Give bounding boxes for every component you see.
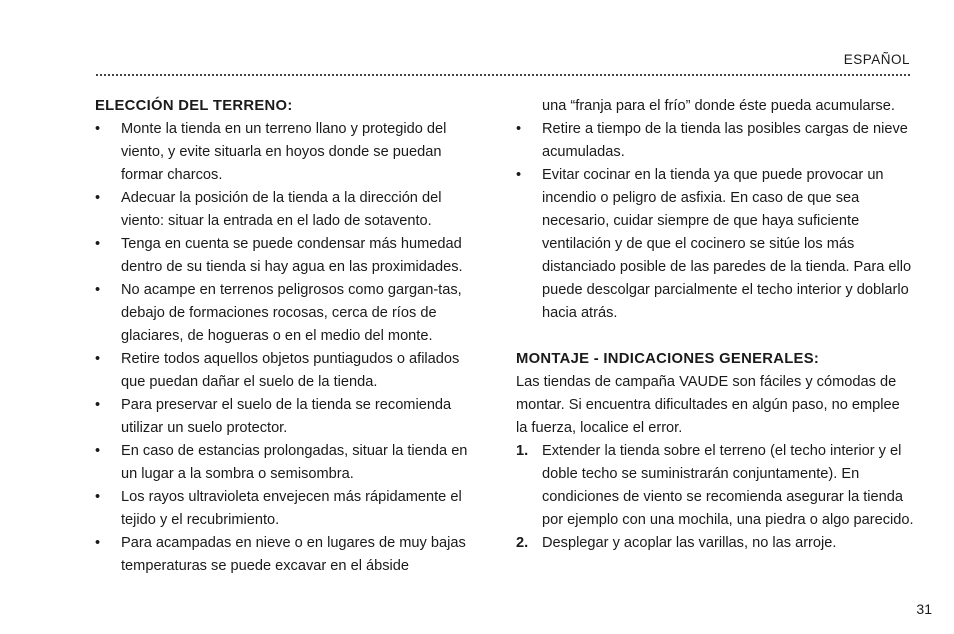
- list-item: [95, 233, 487, 279]
- list-item: [95, 348, 487, 394]
- list-item: [95, 532, 487, 578]
- list-item-text: No acampe en terrenos peligrosos como gargan-tas, debajo de formaciones rocosas, cerca de ríos de glaciares, de hogueras o en el medio del monte.: [121, 282, 462, 344]
- step-number: 1.: [516, 443, 529, 459]
- step-text: Desplegar y acoplar las varillas, no las arroje.: [542, 535, 837, 551]
- left-column: [95, 95, 487, 578]
- bullet-icon: •: [95, 121, 101, 137]
- step-text: Extender la tienda sobre el terreno (el techo interior y el doble techo se suministrarán conjuntamente). En condiciones de viento se recomienda asegurar la tienda por ejemplo con una mochila, una piedra o algo parecido.: [542, 443, 914, 528]
- list-item-text: Adecuar la posición de la tienda a la dirección del viento: situar la entrada en el lado de sotavento.: [121, 190, 442, 229]
- step-number: 2.: [516, 535, 529, 551]
- page-number: 31: [916, 601, 932, 617]
- terrain-list-continued: [516, 118, 914, 325]
- list-item-text: Para acampadas en nieve o en lugares de muy bajas temperaturas se puede excavar en el ábside: [121, 535, 466, 574]
- bullet-icon: •: [516, 167, 522, 183]
- list-item: [95, 279, 487, 348]
- spacer: [516, 325, 914, 348]
- list-item-text: Retire todos aquellos objetos puntiagudos o afilados que puedan dañar el suelo de la tienda.: [121, 351, 460, 390]
- list-item-text: Tenga en cuenta se puede condensar más humedad dentro de su tienda si hay agua en las proximidades.: [121, 236, 463, 275]
- list-item-text: Evitar cocinar en la tienda ya que puede provocar un incendio o peligro de asfixia. En caso de que sea necesario, cuidar siempre de que haya suficiente ventilación y de que el cocinero se sitúe los más distanciado posible de las paredes de la tienda. Para ello puede descolgar parcialmente el techo interior y doblarlo hacia atrás.: [542, 167, 912, 321]
- section-heading-assembly: MONTAJE - INDICACIONES GENERALES:: [516, 351, 820, 367]
- list-item-text: Para preservar el suelo de la tienda se recomienda utilizar un suelo protector.: [121, 397, 452, 436]
- dotted-divider: [96, 74, 910, 76]
- bullet-icon: •: [95, 282, 101, 298]
- bullet-icon: •: [95, 397, 101, 413]
- list-item: [516, 164, 914, 325]
- bullet-icon: •: [95, 351, 101, 367]
- bullet-icon: •: [95, 535, 101, 551]
- list-item-text: Los rayos ultravioleta envejecen más rápidamente el tejido y el recubrimiento.: [121, 489, 462, 528]
- list-item-text: Retire a tiempo de la tienda las posibles cargas de nieve acumuladas.: [542, 121, 908, 160]
- bullet-icon: •: [95, 236, 101, 252]
- section-heading-terrain: ELECCIÓN DEL TERRENO:: [95, 98, 293, 114]
- step-item: [516, 532, 914, 555]
- list-item: [95, 486, 487, 532]
- assembly-steps: [516, 440, 914, 555]
- step-item: [516, 440, 914, 532]
- list-item-continuation: una “franja para el frío” donde éste pueda acumularse.: [542, 98, 895, 114]
- bullet-icon: •: [516, 121, 522, 137]
- list-item: [95, 394, 487, 440]
- list-item-text: En caso de estancias prolongadas, situar la tienda en un lugar a la sombra o semisombra.: [121, 443, 468, 482]
- assembly-intro: Las tiendas de campaña VAUDE son fáciles y cómodas de montar. Si encuentra dificultades en algún paso, no emplee la fuerza, localice el error.: [516, 374, 900, 436]
- list-item: [516, 118, 914, 164]
- bullet-icon: •: [95, 489, 101, 505]
- list-item-text: Monte la tienda en un terreno llano y protegido del viento, y evite situarla en hoyos donde se puedan formar charcos.: [121, 121, 447, 183]
- list-item: [95, 440, 487, 486]
- terrain-list: [95, 118, 487, 578]
- list-item: [95, 118, 487, 187]
- bullet-icon: •: [95, 190, 101, 206]
- language-label: ESPAÑOL: [843, 52, 910, 67]
- right-column: [516, 95, 914, 555]
- bullet-icon: •: [95, 443, 101, 459]
- list-item: [95, 187, 487, 233]
